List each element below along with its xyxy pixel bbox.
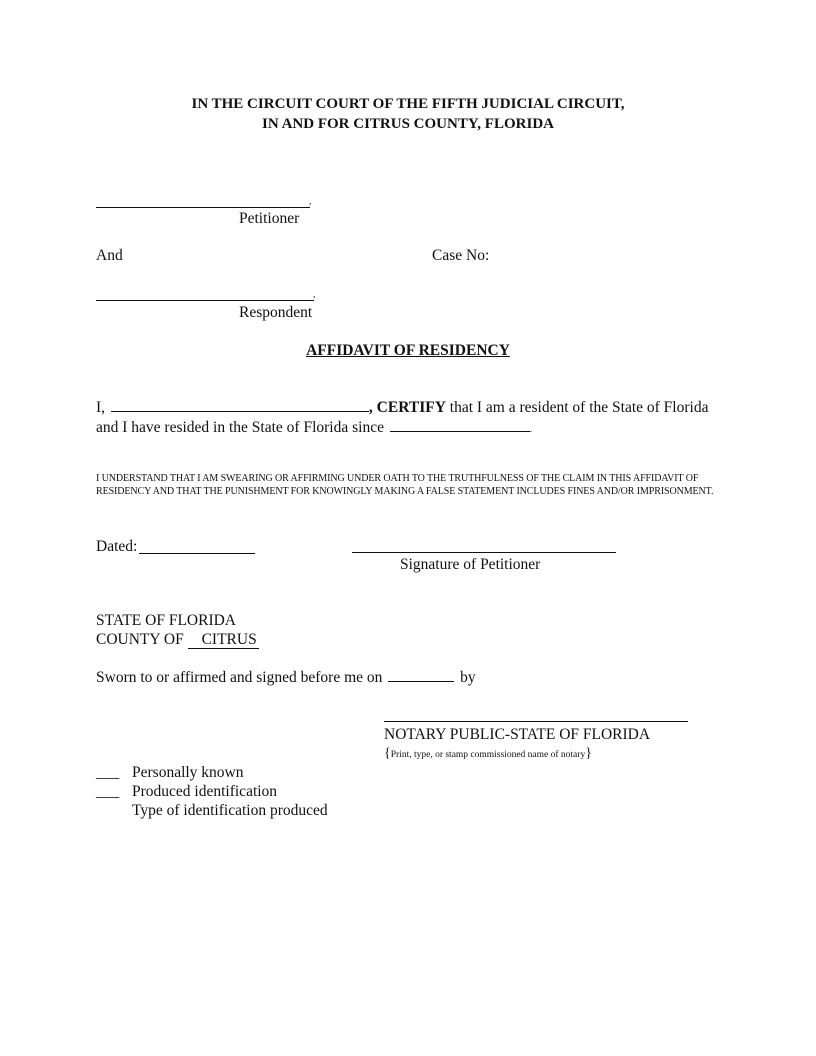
certify-line-1	[96, 399, 708, 417]
court-header-line-1: IN THE CIRCUIT COURT OF THE FIFTH JUDICIAL CIRCUIT,	[191, 96, 625, 112]
case-no-label: Case No:	[432, 247, 490, 264]
and-label: And	[96, 247, 123, 264]
certify-period: .	[529, 425, 533, 435]
petitioner-name-line[interactable]	[96, 207, 310, 208]
court-header-line-2: IN AND FOR CITRUS COUNTY, FLORIDA	[262, 116, 554, 132]
notary-signature-line[interactable]	[384, 721, 688, 722]
state-label: STATE OF FLORIDA	[96, 612, 236, 629]
respondent-comma: ,	[313, 290, 316, 300]
petitioner-label: Petitioner	[239, 210, 300, 227]
sworn-text: Sworn to or affirmed and signed before me on	[96, 669, 383, 686]
county-line	[96, 631, 259, 649]
notary-brace-open: {	[384, 746, 391, 761]
dated-label: Dated:	[96, 538, 138, 555]
respondent-label: Respondent	[239, 304, 313, 321]
county-value: CITRUS	[188, 632, 259, 649]
affidavit-title: AFFIDAVIT OF RESIDENCY	[306, 342, 510, 359]
signature-label: Signature of Petitioner	[400, 556, 541, 573]
personally-known-label: Personally known	[132, 764, 244, 781]
county-label: COUNTY OF	[96, 631, 184, 648]
notary-brace-close: }	[585, 746, 592, 761]
produced-identification-label: Produced identification	[132, 783, 278, 800]
sworn-by: by	[460, 669, 476, 686]
certify-comma: ,	[368, 399, 373, 416]
certify-prefix: I,	[96, 399, 106, 416]
oath-statement: I UNDERSTAND THAT I AM SWEARING OR AFFIRMING UNDER OATH TO THE TRUTHFULNESS OF THE CLAIM IN THIS AFFIDAVIT OF RESIDENCY AND THAT THE PUNISHMENT FOR KNOWINGLY MAKING A FALSE STATEMENT INCLUDES FINES AND/OR IMPRISONMENT.	[96, 473, 714, 497]
certify-word: CERTIFY	[376, 399, 446, 416]
identification-type-label: Type of identification produced	[132, 802, 328, 819]
sworn-date-blank[interactable]	[388, 669, 454, 682]
certify-rest: that I am a resident of the State of Florida	[449, 399, 709, 416]
personally-known-checkbox-blank[interactable]: ___	[96, 764, 120, 781]
certify-line-2	[96, 419, 532, 437]
respondent-name-line[interactable]	[96, 300, 314, 301]
affiant-name-blank[interactable]	[111, 399, 369, 412]
sworn-line	[96, 669, 476, 687]
signature-line[interactable]	[352, 552, 616, 553]
dated-line[interactable]	[139, 553, 255, 554]
notary-note-text: Print, type, or stamp commissioned name of notary	[390, 750, 586, 760]
resided-since-text: and I have resided in the State of Florida since	[96, 419, 384, 436]
resided-since-date-blank[interactable]	[390, 419, 530, 432]
produced-identification-checkbox-blank[interactable]: ___	[96, 783, 120, 800]
notary-note	[384, 744, 592, 762]
petitioner-comma: ,	[309, 197, 312, 207]
notary-title: NOTARY PUBLIC-STATE OF FLORIDA	[384, 726, 651, 743]
